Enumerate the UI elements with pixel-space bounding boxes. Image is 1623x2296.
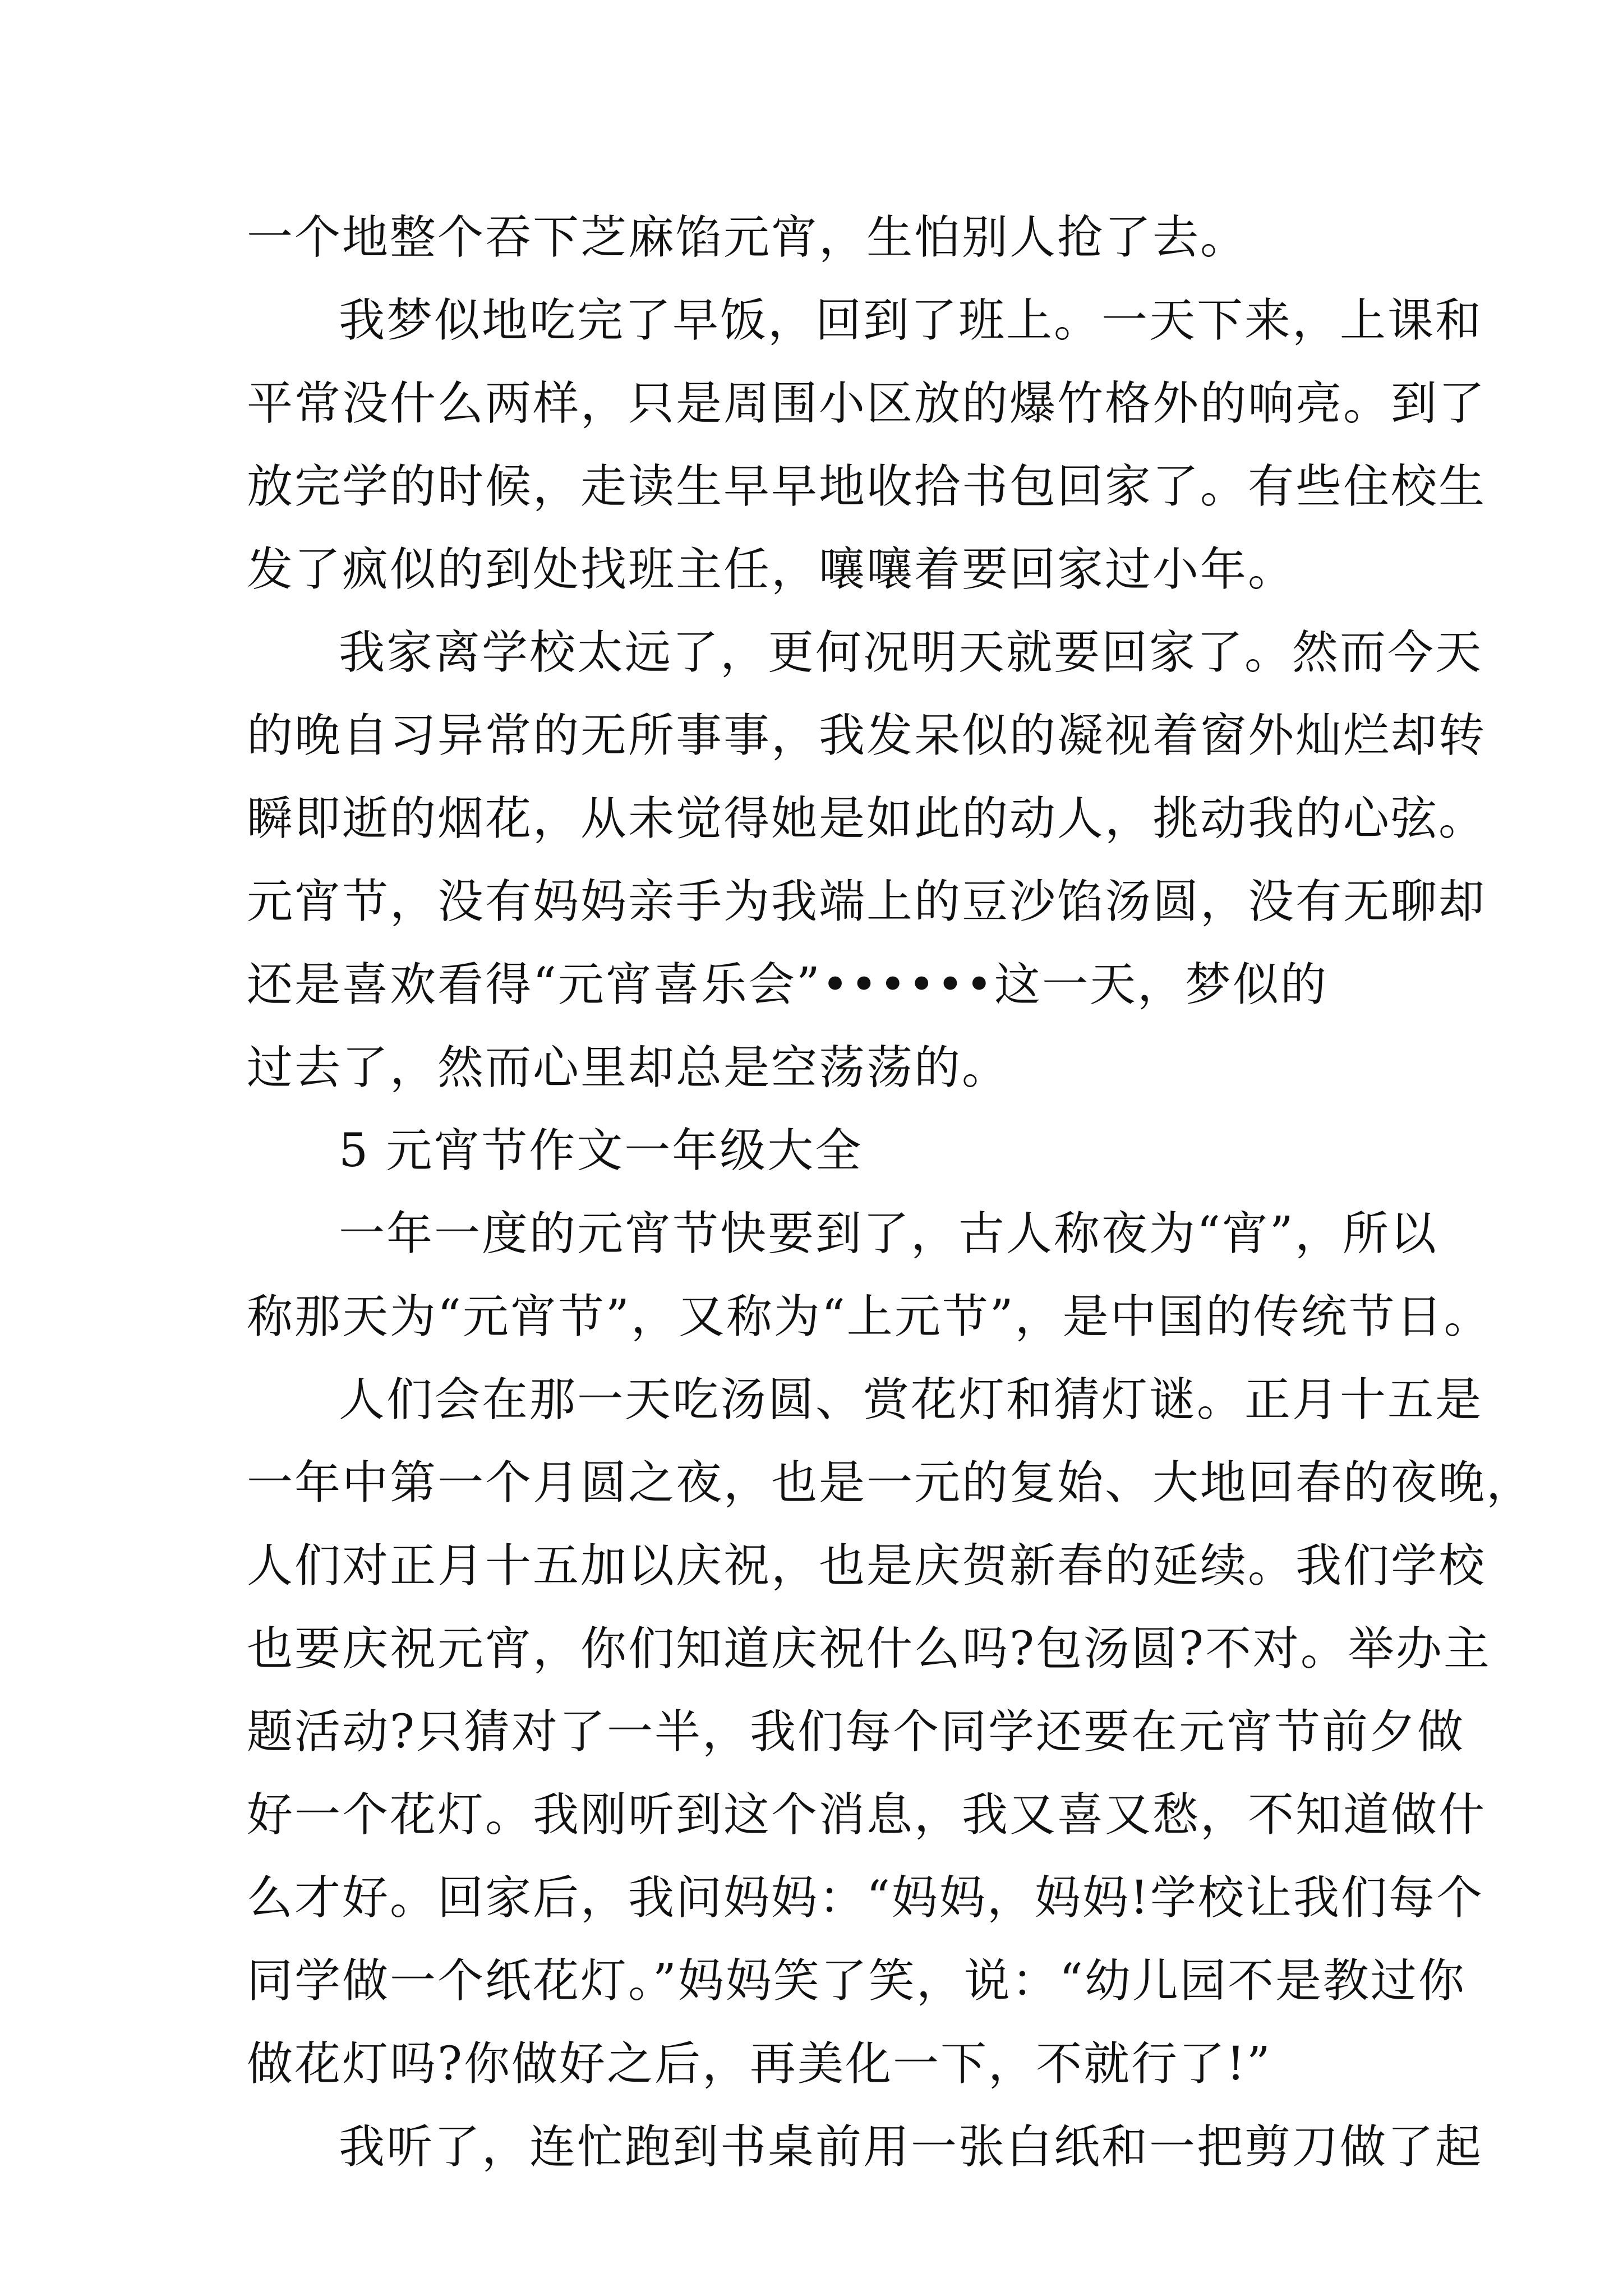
text-line: 么才好。回家后，我问妈妈：“妈妈，妈妈!学校让我们每个 — [247, 1871, 1484, 1925]
text-line: 的晚自习异常的无所事事，我发呆似的凝视着窗外灿烂却转 — [247, 709, 1487, 762]
document-body — [247, 196, 1534, 2189]
text-line: 一年中第一个月圆之夜，也是一元的复始、大地回春的夜晚， — [247, 1456, 1534, 1510]
text-line: 一年一度的元宵节快要到了，古人称夜为“宵”，所以 — [339, 1207, 1438, 1260]
text-line: 瞬即逝的烟花，从未觉得她是如此的动人，挑动我的心弦。 — [247, 792, 1487, 845]
text-line: 过去了，然而心里却总是空荡荡的。 — [247, 1041, 1010, 1094]
text-line: 元宵节，没有妈妈亲手为我端上的豆沙馅汤圆，没有无聊却 — [247, 875, 1487, 928]
text-line: 一个地整个吞下芝麻馅元宵，生怕别人抢了去。 — [247, 211, 1248, 264]
text-line: 发了疯似的到处找班主任，嚷嚷着要回家过小年。 — [247, 543, 1296, 596]
text-line: 好一个花灯。我刚听到这个消息，我又喜又愁，不知道做什 — [247, 1788, 1487, 1842]
text-line: 也要庆祝元宵，你们知道庆祝什么吗?包汤圆?不对。举办主 — [247, 1622, 1491, 1676]
text-line: 5 元宵节作文一年级大全 — [339, 1124, 863, 1177]
text-line: 放完学的时候，走读生早早地收拾书包回家了。有些住校生 — [247, 460, 1487, 513]
text-line: 称那天为“元宵节”，又称为“上元节”，是中国的传统节日。 — [247, 1290, 1492, 1343]
text-line: 做花灯吗?你做好之后，再美化一下，不就行了!” — [247, 2037, 1272, 2091]
text-line: 我听了，连忙跑到书桌前用一张白纸和一把剪刀做了起 — [339, 2120, 1483, 2174]
text-line: 题活动?只猜对了一半，我们每个同学还要在元宵节前夕做 — [247, 1705, 1465, 1759]
text-line: 同学做一个纸花灯。”妈妈笑了笑，说：“幼儿园不是教过你 — [247, 1954, 1466, 2008]
text-line: 平常没什么两样，只是周围小区放的爆竹格外的响亮。到了 — [247, 377, 1487, 430]
text-line: 我梦似地吃完了早饭，回到了班上。一天下来，上课和 — [339, 294, 1483, 347]
text-line: 还是喜欢看得“元宵喜乐会”••••••这一天，梦似的 — [247, 958, 1329, 1011]
text-line: 人们对正月十五加以庆祝，也是庆贺新春的延续。我们学校 — [247, 1539, 1487, 1593]
text-line: 人们会在那一天吃汤圆、赏花灯和猜灯谜。正月十五是 — [339, 1373, 1483, 1427]
text-line: 我家离学校太远了，更何况明天就要回家了。然而今天 — [339, 626, 1483, 679]
